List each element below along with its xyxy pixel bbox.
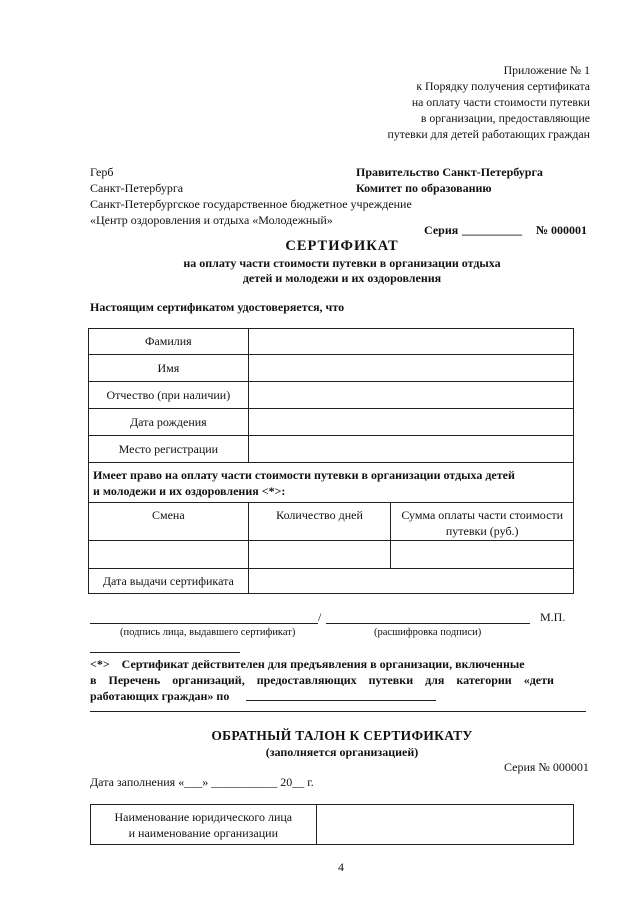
stub-title: ОБРАТНЫЙ ТАЛОН К СЕРТИФИКАТУ (211, 728, 473, 743)
government-label: Правительство Санкт-Петербурга (356, 165, 543, 179)
row-label-surname: Фамилия (89, 329, 249, 355)
row-label-patronymic: Отчество (при наличии) (89, 382, 249, 409)
category-deadline-line (246, 700, 436, 701)
registration-field[interactable] (248, 436, 573, 463)
name-field[interactable] (248, 355, 573, 382)
right-statement-line-1: Имеет право на оплату части стоимости путевки в организации отдыха детей (93, 467, 515, 482)
column-header-shift: Смена (89, 503, 249, 541)
signature-slash: / (318, 610, 322, 624)
certificate-number: № 000001 (536, 223, 588, 237)
stub-series: Серия № 000001 (504, 760, 589, 774)
stub-org-label-line-1: Наименование юридического лица (114, 809, 293, 824)
row-label-issue-date: Дата выдачи сертификата (89, 569, 249, 594)
patronymic-field[interactable] (248, 382, 573, 409)
personal-data-table (88, 328, 574, 594)
page-number: 4 (338, 860, 344, 874)
city-label: Санкт-Петербурга (90, 181, 184, 195)
issue-date-field[interactable] (248, 569, 573, 594)
decode-caption: (расшифровка подписи) (374, 627, 482, 638)
institution-line-2: «Центр оздоровления и отдыха «Молодежный» (90, 213, 333, 227)
column-header-sum: Сумма оплаты части стоимости путевки (руб.) (391, 503, 574, 541)
days-field[interactable] (248, 541, 391, 569)
annex-line: в организации, предоставляющие (420, 111, 590, 125)
row-label-registration: Место регистрации (89, 436, 249, 463)
right-statement-cell (89, 463, 574, 503)
annex-line: на оплату части стоимости путевки (411, 95, 590, 109)
signature-caption: (подпись лица, выдавшего сертификат) (120, 627, 296, 638)
institution-line-1: Санкт-Петербургское государственное бюджетное учреждение (90, 197, 412, 211)
row-label-birth-date: Дата рождения (89, 409, 249, 436)
sum-field[interactable] (391, 541, 574, 569)
series-blank: __________ (462, 223, 522, 237)
row-label-name: Имя (89, 355, 249, 382)
signature-line (90, 623, 318, 624)
birth-date-field[interactable] (248, 409, 573, 436)
stub-organization-table (90, 804, 574, 845)
footnote-line-3: работающих граждан» по (90, 689, 230, 703)
cut-line (90, 711, 586, 712)
certificate-subtitle-2: детей и молодежи и их оздоровления (242, 271, 442, 285)
series-label: Серия (424, 223, 459, 237)
committee-label: Комитет по образованию (356, 181, 492, 195)
certificate-title: СЕРТИФИКАТ (285, 238, 399, 254)
footnote-line-1: <*> Сертификат действителен для предъявления в организации, включенные (90, 657, 525, 671)
annex-block (388, 62, 590, 142)
annex-line: Приложение № 1 (503, 63, 590, 77)
stub-subtitle: (заполняется организацией) (265, 745, 419, 759)
footnote-line-2: в Перечень организаций, предоставляющих путевки для категории «дети (90, 673, 554, 687)
stub-org-field[interactable] (316, 805, 573, 845)
annex-line: путевки для детей работающих граждан (387, 127, 590, 141)
stamp-label: М.П. (540, 610, 566, 624)
stub-org-label-cell (91, 805, 317, 845)
stub-org-label-line-2: и наименование организации (128, 825, 278, 840)
stub-date-label: Дата заполнения «___» ___________ 20__ г. (90, 775, 314, 789)
certificate-intro: Настоящим сертификатом удостоверяется, что (90, 300, 345, 314)
certificate-subtitle-1: на оплату части стоимости путевки в организации отдыха (183, 256, 501, 270)
annex-line: к Порядку получения сертификата (416, 79, 590, 93)
surname-field[interactable] (248, 329, 573, 355)
column-header-days: Количество дней (248, 503, 391, 541)
footnote-separator (90, 652, 240, 653)
signature-decode-line (326, 623, 530, 624)
right-statement-line-2: и молодежи и их оздоровления <*>: (93, 483, 286, 498)
coat-of-arms-label: Герб (90, 165, 114, 179)
shift-field[interactable] (89, 541, 249, 569)
